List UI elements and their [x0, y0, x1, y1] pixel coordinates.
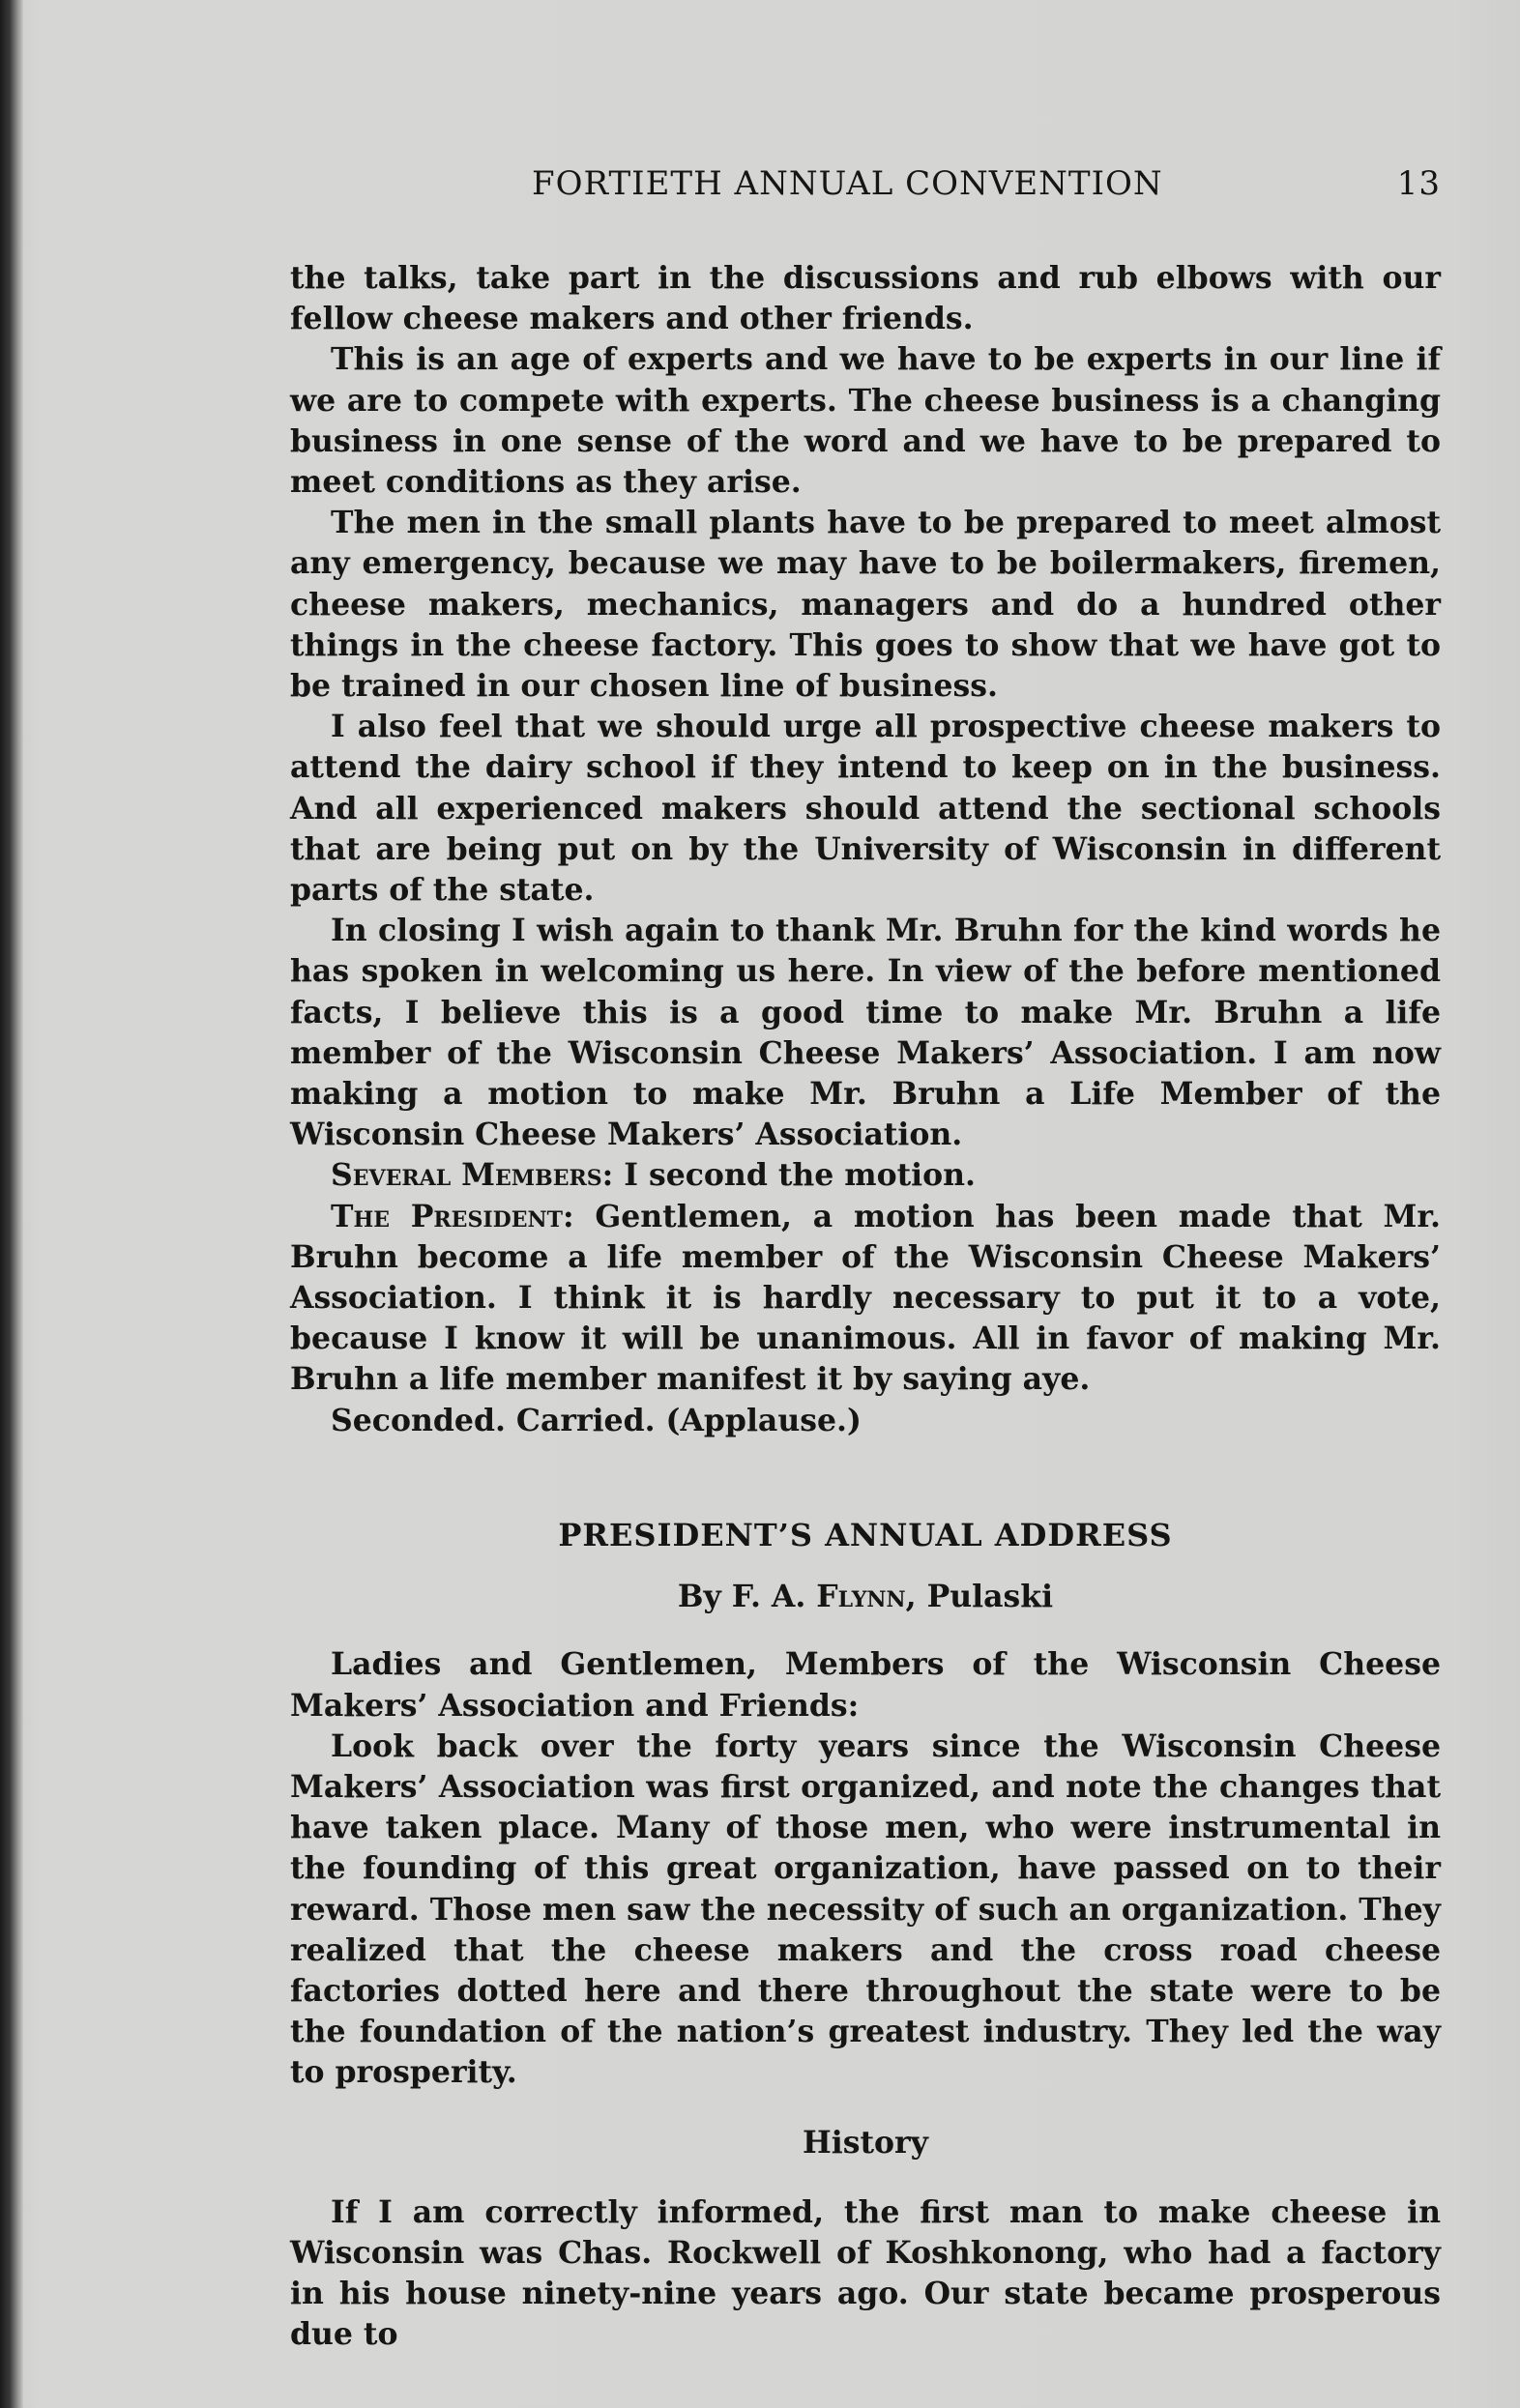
section-title: PRESIDENT’S ANNUAL ADDRESS — [558, 1516, 1173, 1553]
byline — [290, 1577, 1441, 1617]
paragraph: This is an age of experts and we have to be experts in our line if we are to compete with experts. The cheese business is a changing business in one sense of the word and we have to be prepared to meet conditions as they arise. — [290, 341, 1441, 501]
page-body — [290, 258, 1441, 2356]
speaker-label: The President: — [331, 1198, 574, 1234]
paragraph: I also feel that we should urge all prospective cheese makers to attend the dairy school if they intend to keep on in the business. And all experienced makers should attend the sectional schools that are being put on by the University of Wisconsin in different parts of the state. — [290, 709, 1441, 909]
salutation: Ladies and Gentlemen, Members of the Wisconsin Cheese Makers’ Association and Friends: — [290, 1646, 1441, 1724]
page-number: 13 — [1396, 164, 1441, 203]
byline-prefix: By F. A. — [677, 1579, 806, 1615]
running-title: FORTIETH ANNUAL CONVENTION — [532, 164, 1163, 203]
paragraph: the talks, take part in the discussions and rub elbows with our fellow cheese makers and other friends. — [290, 260, 1441, 337]
book-spine-shadow — [0, 0, 23, 2408]
dialogue-text: Gentlemen, a motion has been made that Mr. Bruhn become a life member of the Wisconsin Cheese Makers’ Association. I think it is hardly necessary to put it to a vote, because I know it will be unanimous. All in favor of making Mr. Bruhn a life member manifest it by saying aye. — [290, 1198, 1442, 1398]
speaker-label: Several Members: — [331, 1157, 614, 1194]
closing-line: Seconded. Carried. (Applause.) — [331, 1402, 862, 1438]
byline-suffix: , Pulaski — [905, 1579, 1054, 1615]
dialogue-line — [290, 1197, 1441, 1401]
dialogue-line — [290, 1155, 1441, 1196]
page-header — [290, 164, 1441, 213]
dialogue-text: I second the motion. — [624, 1157, 977, 1194]
section-heading: History — [803, 2124, 928, 2161]
author-name: Flynn — [816, 1579, 906, 1615]
paragraph: Look back over the forty years since the Wisconsin Cheese Makers’ Association was first organized, and note the changes that have taken place. Many of those men, who were instrumental in the founding of this great organization, have passed on to their reward. Those men saw the necessity of such an organization. They realized that the cheese makers and the cross road cheese factories dotted here and there throughout the state were to be the foundation of the nation’s greatest industry. They led the way to prosperity. — [290, 1727, 1441, 2091]
paragraph: The men in the small plants have to be prepared to meet almost any emergency, because we may have to be boilermakers, firemen, cheese makers, mechanics, managers and do a hundred other things in the cheese factory. This goes to show that we have got to be trained in our chosen line of business. — [290, 505, 1441, 705]
paragraph: If I am correctly informed, the first man to make cheese in Wisconsin was Chas. Rockwell of Koshkonong, who had a factory in his house ninety-nine years ago. Our state became prosperous due to — [290, 2193, 1441, 2353]
paragraph: In closing I wish again to thank Mr. Bruhn for the kind words he has spoken in welcoming us here. In view of the before mentioned facts, I believe this is a good time to make Mr. Bruhn a life member of the Wisconsin Cheese Makers’ Association. I am now making a motion to make Mr. Bruhn a Life Member of the Wisconsin Cheese Makers’ Association. — [290, 913, 1441, 1153]
